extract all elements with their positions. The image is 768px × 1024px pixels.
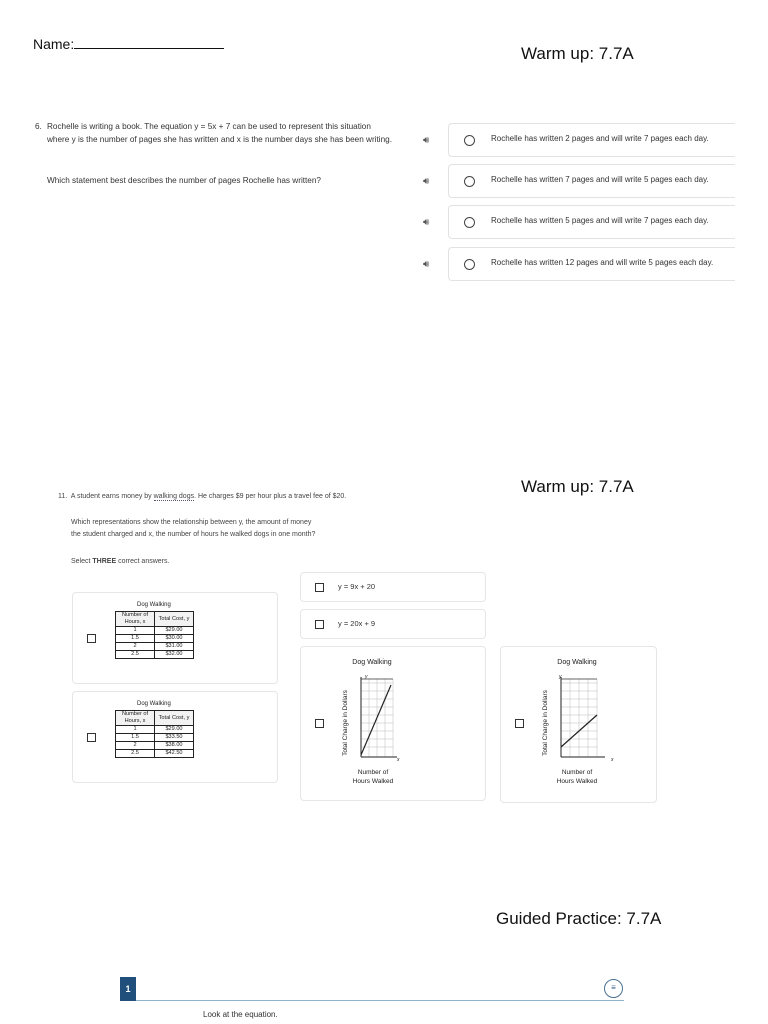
table-cell: $38.00 — [155, 742, 194, 750]
name-label: Name: — [33, 36, 224, 52]
dog-walking-graph — [533, 653, 653, 795]
q11-question-line-1: Which representations show the relationship between y, the amount of money — [71, 519, 312, 526]
q11-stem — [58, 491, 346, 503]
radio-button[interactable] — [464, 176, 475, 187]
q6-option-4[interactable] — [420, 247, 736, 281]
x-axis-letter: x — [397, 757, 400, 763]
y-axis-label: Total Charge in Dollars — [542, 690, 549, 756]
table-header: Total Cost, y — [155, 612, 194, 627]
q11-text-a: A student earns money by — [70, 493, 154, 500]
speaker-icon[interactable]: 🔊︎ — [423, 176, 430, 187]
table-row — [116, 750, 194, 758]
equation-text: y = 9x + 20 — [338, 582, 376, 591]
table-row — [116, 635, 194, 643]
q11-number: 11. — [58, 493, 68, 500]
q6-question: Which statement best describes the number of pages Rochelle has written? — [47, 176, 321, 185]
guided-practice-title: Guided Practice: 7.7A — [496, 909, 662, 928]
choice-table-1[interactable] — [72, 592, 278, 684]
table-row — [116, 726, 194, 734]
name-blank[interactable] — [74, 36, 224, 49]
q11-question — [71, 517, 315, 541]
choice-table-2[interactable] — [72, 691, 278, 783]
q6-number: 6. — [35, 122, 42, 131]
choice-graph-1[interactable] — [300, 646, 486, 801]
x-axis-label-2: Hours Walked — [352, 778, 394, 785]
warmup-title-2: Warm up: 7.7A — [521, 477, 634, 496]
q11-text-b: . He charges $9 per hour plus a travel fee of $20. — [194, 493, 347, 500]
table-cell: $32.00 — [155, 651, 194, 659]
choice-equation-1[interactable] — [300, 572, 486, 602]
equation-text: y = 20x + 9 — [338, 619, 376, 628]
table-cell: 2.5 — [116, 750, 155, 758]
graph-line — [361, 685, 391, 755]
checkbox[interactable] — [87, 733, 96, 742]
x-axis-label-1: Number of — [561, 769, 593, 776]
q6-option-3[interactable] — [420, 205, 736, 239]
table-cell: 1 — [116, 726, 155, 734]
table-row — [116, 742, 194, 750]
q11-question-line-2: the student charged and x, the number of hours he walked dogs in one month? — [71, 531, 316, 538]
checkbox[interactable] — [315, 620, 324, 629]
option-card[interactable] — [448, 247, 735, 281]
speaker-icon[interactable]: 🔊︎ — [423, 217, 430, 228]
option-card[interactable] — [448, 123, 735, 157]
table-row — [116, 651, 194, 659]
table-row — [116, 734, 194, 742]
table-header: Number of Hours, x — [116, 612, 155, 627]
table-cell: $31.00 — [155, 643, 194, 651]
table-cell: 1 — [116, 627, 155, 635]
select-text: Select — [71, 558, 93, 565]
q6-option-1[interactable] — [420, 123, 736, 157]
y-axis-letter: y — [559, 674, 562, 680]
table-cell: 2.5 — [116, 651, 155, 659]
menu-icon[interactable]: ≡ — [604, 979, 623, 998]
checkbox[interactable] — [515, 719, 524, 728]
y-axis-label: Total Charge in Dollars — [342, 690, 349, 756]
q11-instruction — [71, 556, 169, 568]
table-header: Number of Hours, x — [116, 711, 155, 726]
checkbox[interactable] — [315, 719, 324, 728]
speaker-icon[interactable]: 🔊︎ — [423, 259, 430, 270]
radio-button[interactable] — [464, 259, 475, 270]
y-axis-letter: y — [365, 674, 368, 680]
table-cell: $29.00 — [155, 726, 194, 734]
table-cell: $42.50 — [155, 750, 194, 758]
x-axis-label-2: Hours Walked — [556, 778, 598, 785]
table-header: Total Cost, y — [155, 711, 194, 726]
graph-grid — [561, 679, 597, 757]
dog-walking-table — [115, 611, 194, 659]
x-axis-letter: x — [611, 757, 614, 763]
glossary-link[interactable]: walking dogs — [153, 493, 195, 500]
select-text-end: correct answers. — [116, 558, 170, 565]
speaker-icon[interactable]: 🔊︎ — [423, 135, 430, 146]
table-cell: $30.00 — [155, 635, 194, 643]
option-text: Rochelle has written 12 pages and will write 5 pages each day. — [491, 258, 714, 267]
q6-stem — [35, 120, 395, 146]
checkbox[interactable] — [87, 634, 96, 643]
radio-button[interactable] — [464, 135, 475, 146]
graph-title: Dog Walking — [352, 659, 392, 666]
table-cell: 2 — [116, 643, 155, 651]
dog-walking-table — [115, 710, 194, 758]
dog-walking-graph — [331, 653, 481, 795]
option-text: Rochelle has written 7 pages and will write 5 pages each day. — [491, 175, 709, 184]
q6-text: Rochelle is writing a book. The equation y = 5x + 7 can be used to represent this situation where y is the number of pages she has written and x is the number days she has been writing. — [47, 122, 392, 144]
radio-button[interactable] — [464, 217, 475, 228]
table-row — [116, 627, 194, 635]
option-text: Rochelle has written 5 pages and will write 7 pages each day. — [491, 216, 709, 225]
table-cell: $29.00 — [155, 627, 194, 635]
table-row — [116, 643, 194, 651]
table-title: Dog Walking — [137, 701, 171, 707]
divider — [136, 1000, 624, 1001]
table-cell: 2 — [116, 742, 155, 750]
guided-prompt: Look at the equation. — [203, 1010, 278, 1019]
select-count: THREE — [92, 558, 117, 565]
checkbox[interactable] — [315, 583, 324, 592]
choice-equation-2[interactable] — [300, 609, 486, 639]
option-card[interactable] — [448, 205, 735, 239]
table-cell: 1.5 — [116, 635, 155, 643]
table-title: Dog Walking — [137, 602, 171, 608]
guided-question-header — [120, 977, 626, 1003]
table-cell: 1.5 — [116, 734, 155, 742]
warmup-title-1: Warm up: 7.7A — [521, 44, 634, 63]
question-number-badge: 1 — [120, 977, 136, 1001]
x-axis-label-1: Number of — [357, 769, 389, 776]
q6-option-2[interactable] — [420, 164, 736, 198]
table-cell: $33.50 — [155, 734, 194, 742]
option-text: Rochelle has written 2 pages and will write 7 pages each day. — [491, 134, 709, 143]
option-card[interactable] — [448, 164, 735, 198]
choice-graph-2[interactable] — [500, 646, 657, 803]
graph-title: Dog Walking — [557, 659, 597, 666]
